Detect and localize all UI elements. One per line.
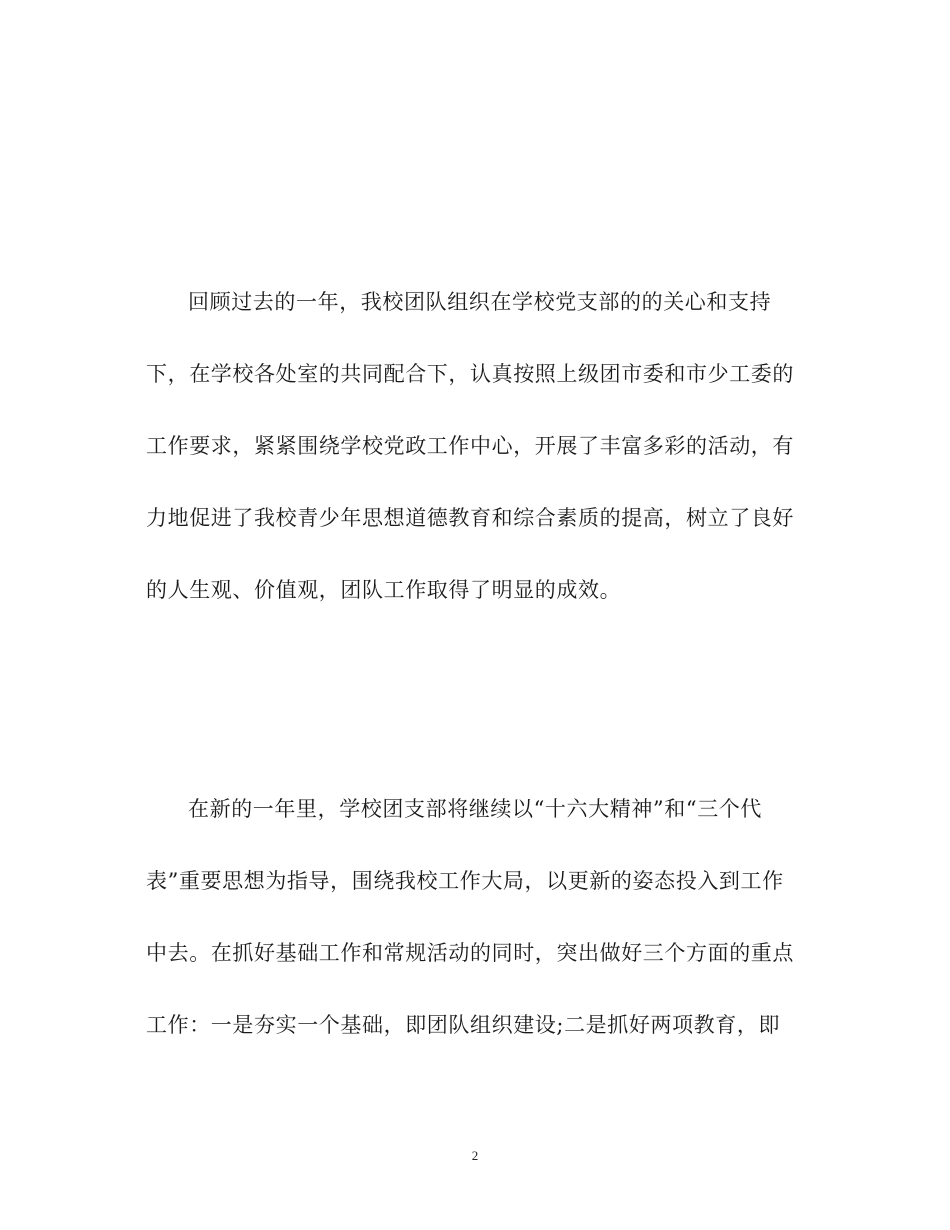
paragraph-line: 中去。在抓好基础工作和常规活动的同时，突出做好三个方面的重点 (146, 941, 794, 965)
paragraph-line: 工作：一是夯实一个基础，即团队组织建设;二是抓好两项教育，即 (146, 1013, 781, 1037)
paragraph-line: 力地促进了我校青少年思想道德教育和综合素质的提高，树立了良好 (146, 506, 794, 530)
paragraph-line: 回顾过去的一年，我校团队组织在学校党支部的的关心和支持 (188, 290, 772, 314)
paragraph-line: 工作要求，紧紧围绕学校党政工作中心，开展了丰富多彩的活动，有 (146, 434, 794, 458)
paragraph-line: 的人生观、价值观，团队工作取得了明显的成效。 (146, 578, 622, 602)
paragraph-line: 下，在学校各处室的共同配合下，认真按照上级团市委和市少工委的 (146, 362, 794, 386)
paragraph-line: 表”重要思想为指导，围绕我校工作大局，以更新的姿态投入到工作 (146, 869, 784, 893)
page-number: 2 (471, 1148, 479, 1163)
paragraph-line: 在新的一年里，学校团支部将继续以“十六大精神”和“三个代 (188, 797, 763, 821)
